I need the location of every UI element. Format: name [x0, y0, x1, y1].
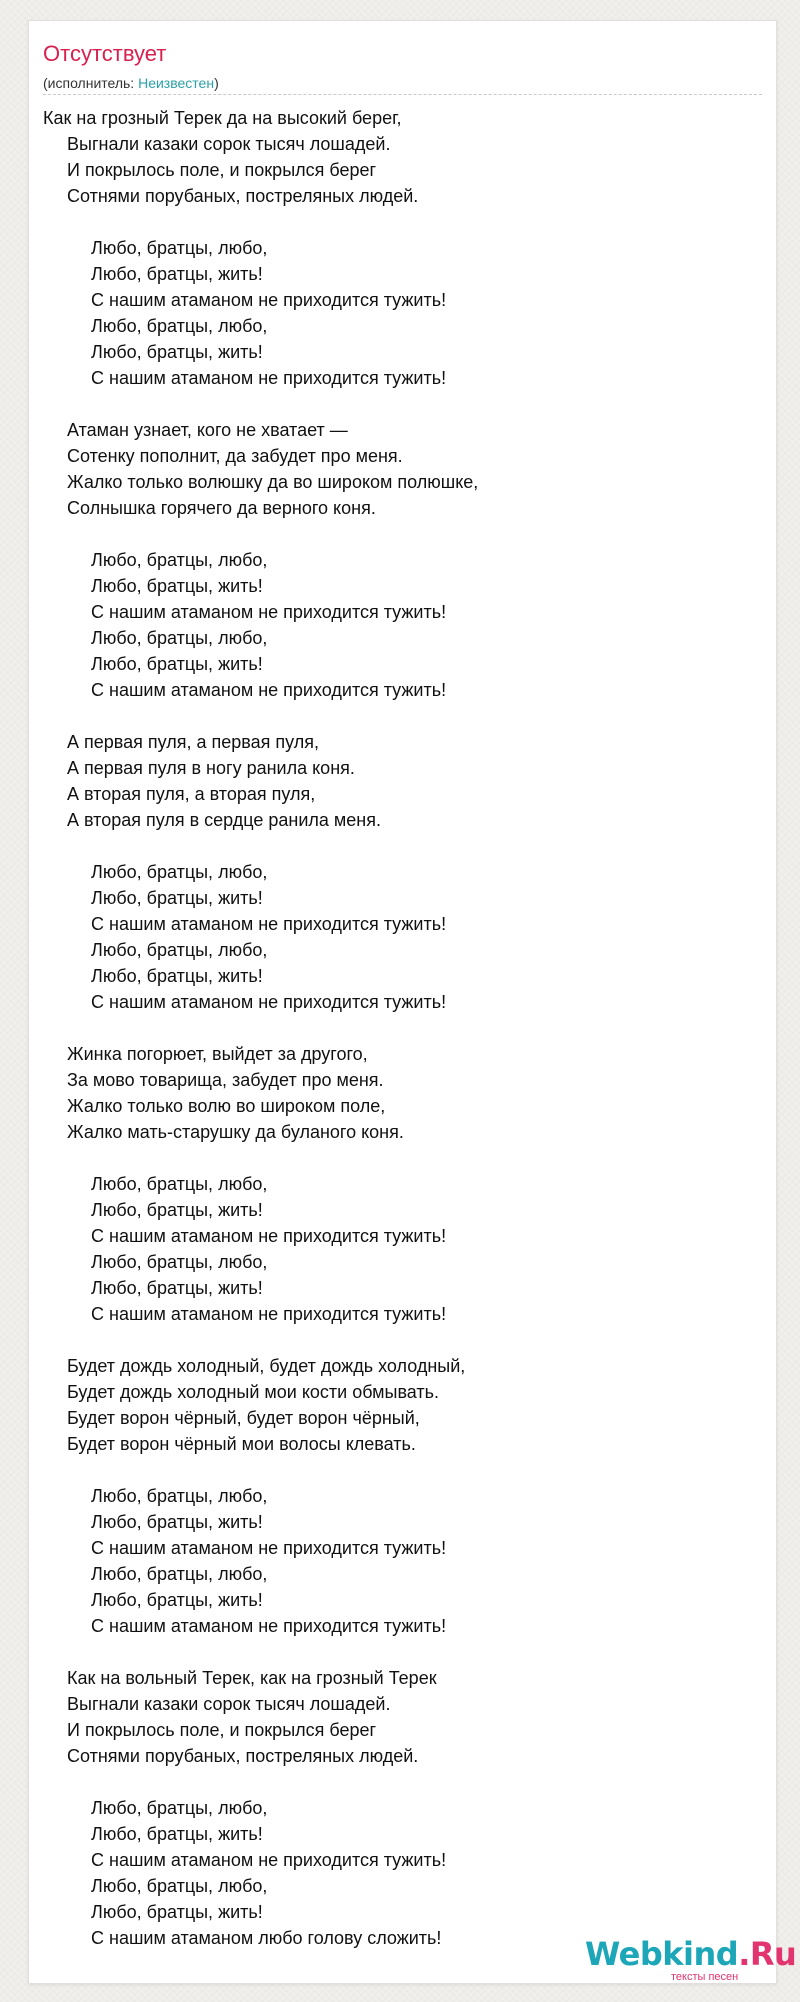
lyric-line: Сотнями порубаных, постреляных людей. [67, 186, 419, 206]
lyric-line: Будет ворон чёрный, будет ворон чёрный, [67, 1408, 420, 1428]
lyric-line: Любо, братцы, любо, [91, 550, 268, 570]
lyric-line: Жалко только волю во широком поле, [67, 1096, 386, 1116]
logo-part-ru: .Ru [738, 1935, 797, 1973]
lyric-line: Любо, братцы, любо, [91, 1486, 268, 1506]
stanza-gap [43, 703, 478, 729]
lyric-line: Любо, братцы, любо, [91, 1798, 268, 1818]
lyric-line: С нашим атаманом не приходится тужить! [91, 1850, 447, 1870]
lyric-line: Как на грозный Терек да на высокий берег, [43, 108, 402, 128]
lyric-line: Жинка погорюет, выйдет за другого, [67, 1044, 368, 1064]
lyric-line: Любо, братцы, жить! [91, 1278, 263, 1298]
lyric-line: С нашим атаманом не приходится тужить! [91, 602, 447, 622]
lyric-line: Любо, братцы, любо, [91, 862, 268, 882]
stanza-gap [43, 1769, 478, 1795]
lyric-line: Выгнали казаки сорок тысяч лошадей. [67, 134, 391, 154]
performer-prefix: (исполнитель: [43, 75, 139, 91]
logo-part-webkind: Webkind [585, 1935, 739, 1973]
lyric-line: Любо, братцы, любо, [91, 1876, 268, 1896]
stanza-gap [43, 521, 478, 547]
lyric-line: Жалко только волюшку да во широком полюшке, [67, 472, 479, 492]
stanza-gap [43, 1639, 478, 1665]
stanza-gap [43, 209, 478, 235]
lyric-line: Будет ворон чёрный мои волосы клевать. [67, 1434, 416, 1454]
lyric-line: Любо, братцы, жить! [91, 966, 263, 986]
stanza-gap [43, 391, 478, 417]
lyric-line: С нашим атаманом любо голову сложить! [91, 1928, 442, 1948]
lyric-line: С нашим атаманом не приходится тужить! [91, 1304, 447, 1324]
lyric-line: Любо, братцы, жить! [91, 888, 263, 908]
lyric-line: Любо, братцы, жить! [91, 654, 263, 674]
logo-tagline: тексты песен [671, 1971, 739, 1983]
performer-suffix: ) [214, 75, 219, 91]
lyrics-card [28, 20, 797, 1984]
lyric-line: Любо, братцы, жить! [91, 1902, 263, 1922]
lyric-line: Солнышка горячего да верного коня. [67, 498, 376, 518]
stanza-gap [43, 833, 478, 859]
stanza-gap [43, 1145, 478, 1171]
performer-line [43, 75, 219, 92]
lyric-line: С нашим атаманом не приходится тужить! [91, 1616, 447, 1636]
lyric-line: Любо, братцы, жить! [91, 576, 263, 596]
lyric-line: Любо, братцы, жить! [91, 264, 263, 284]
lyric-line: Любо, братцы, любо, [91, 1564, 268, 1584]
lyric-line: За мово товарища, забудет про меня. [67, 1070, 384, 1090]
lyric-line: И покрылось поле, и покрылся берег [67, 1720, 377, 1740]
lyric-line: Как на вольный Терек, как на грозный Терек [67, 1668, 437, 1688]
lyric-line: Любо, братцы, жить! [91, 342, 263, 362]
logo-wordmark [585, 1935, 797, 1973]
lyric-line: Любо, братцы, любо, [91, 940, 268, 960]
lyric-line: Любо, братцы, любо, [91, 1174, 268, 1194]
site-logo[interactable] [585, 1935, 797, 1988]
lyric-line: Сотенку пополнит, да забудет про меня. [67, 446, 403, 466]
stanza-gap [43, 1457, 478, 1483]
lyric-line: С нашим атаманом не приходится тужить! [91, 368, 447, 388]
lyric-line: Выгнали казаки сорок тысяч лошадей. [67, 1694, 391, 1714]
song-title: Отсутствует [43, 41, 167, 66]
lyric-line: Любо, братцы, жить! [91, 1590, 263, 1610]
lyric-line: Будет дождь холодный, будет дождь холодный, [67, 1356, 466, 1376]
lyric-line: Любо, братцы, любо, [91, 238, 268, 258]
lyric-line: С нашим атаманом не приходится тужить! [91, 914, 447, 934]
lyric-line: А первая пуля, а первая пуля, [67, 732, 319, 752]
performer-link[interactable]: Неизвестен [138, 75, 215, 91]
lyric-line: С нашим атаманом не приходится тужить! [91, 992, 447, 1012]
lyric-line: С нашим атаманом не приходится тужить! [91, 290, 447, 310]
stanza-gap [43, 1015, 478, 1041]
lyric-line: Любо, братцы, жить! [91, 1824, 263, 1844]
lyric-line: Атаман узнает, кого не хватает — [67, 420, 348, 440]
lyric-line: С нашим атаманом не приходится тужить! [91, 680, 447, 700]
lyric-line: А первая пуля в ногу ранила коня. [67, 758, 355, 778]
lyric-line: И покрылось поле, и покрылся берег [67, 160, 377, 180]
lyric-line: Любо, братцы, любо, [91, 1252, 268, 1272]
title-divider [43, 94, 762, 95]
lyric-line: Сотнями порубаных, постреляных людей. [67, 1746, 419, 1766]
lyric-line: С нашим атаманом не приходится тужить! [91, 1538, 447, 1558]
lyric-line: С нашим атаманом не приходится тужить! [91, 1226, 447, 1246]
lyric-line: А вторая пуля в сердце ранила меня. [67, 810, 381, 830]
lyric-line: А вторая пуля, а вторая пуля, [67, 784, 316, 804]
lyric-line: Любо, братцы, жить! [91, 1512, 263, 1532]
stanza-gap [43, 1327, 478, 1353]
lyric-line: Будет дождь холодный мои кости обмывать. [67, 1382, 440, 1402]
lyric-line: Любо, братцы, любо, [91, 628, 268, 648]
lyric-line: Любо, братцы, любо, [91, 316, 268, 336]
lyric-line: Жалко мать-старушку да буланого коня. [67, 1122, 404, 1142]
lyrics-text [43, 105, 478, 1951]
lyric-line: Любо, братцы, жить! [91, 1200, 263, 1220]
